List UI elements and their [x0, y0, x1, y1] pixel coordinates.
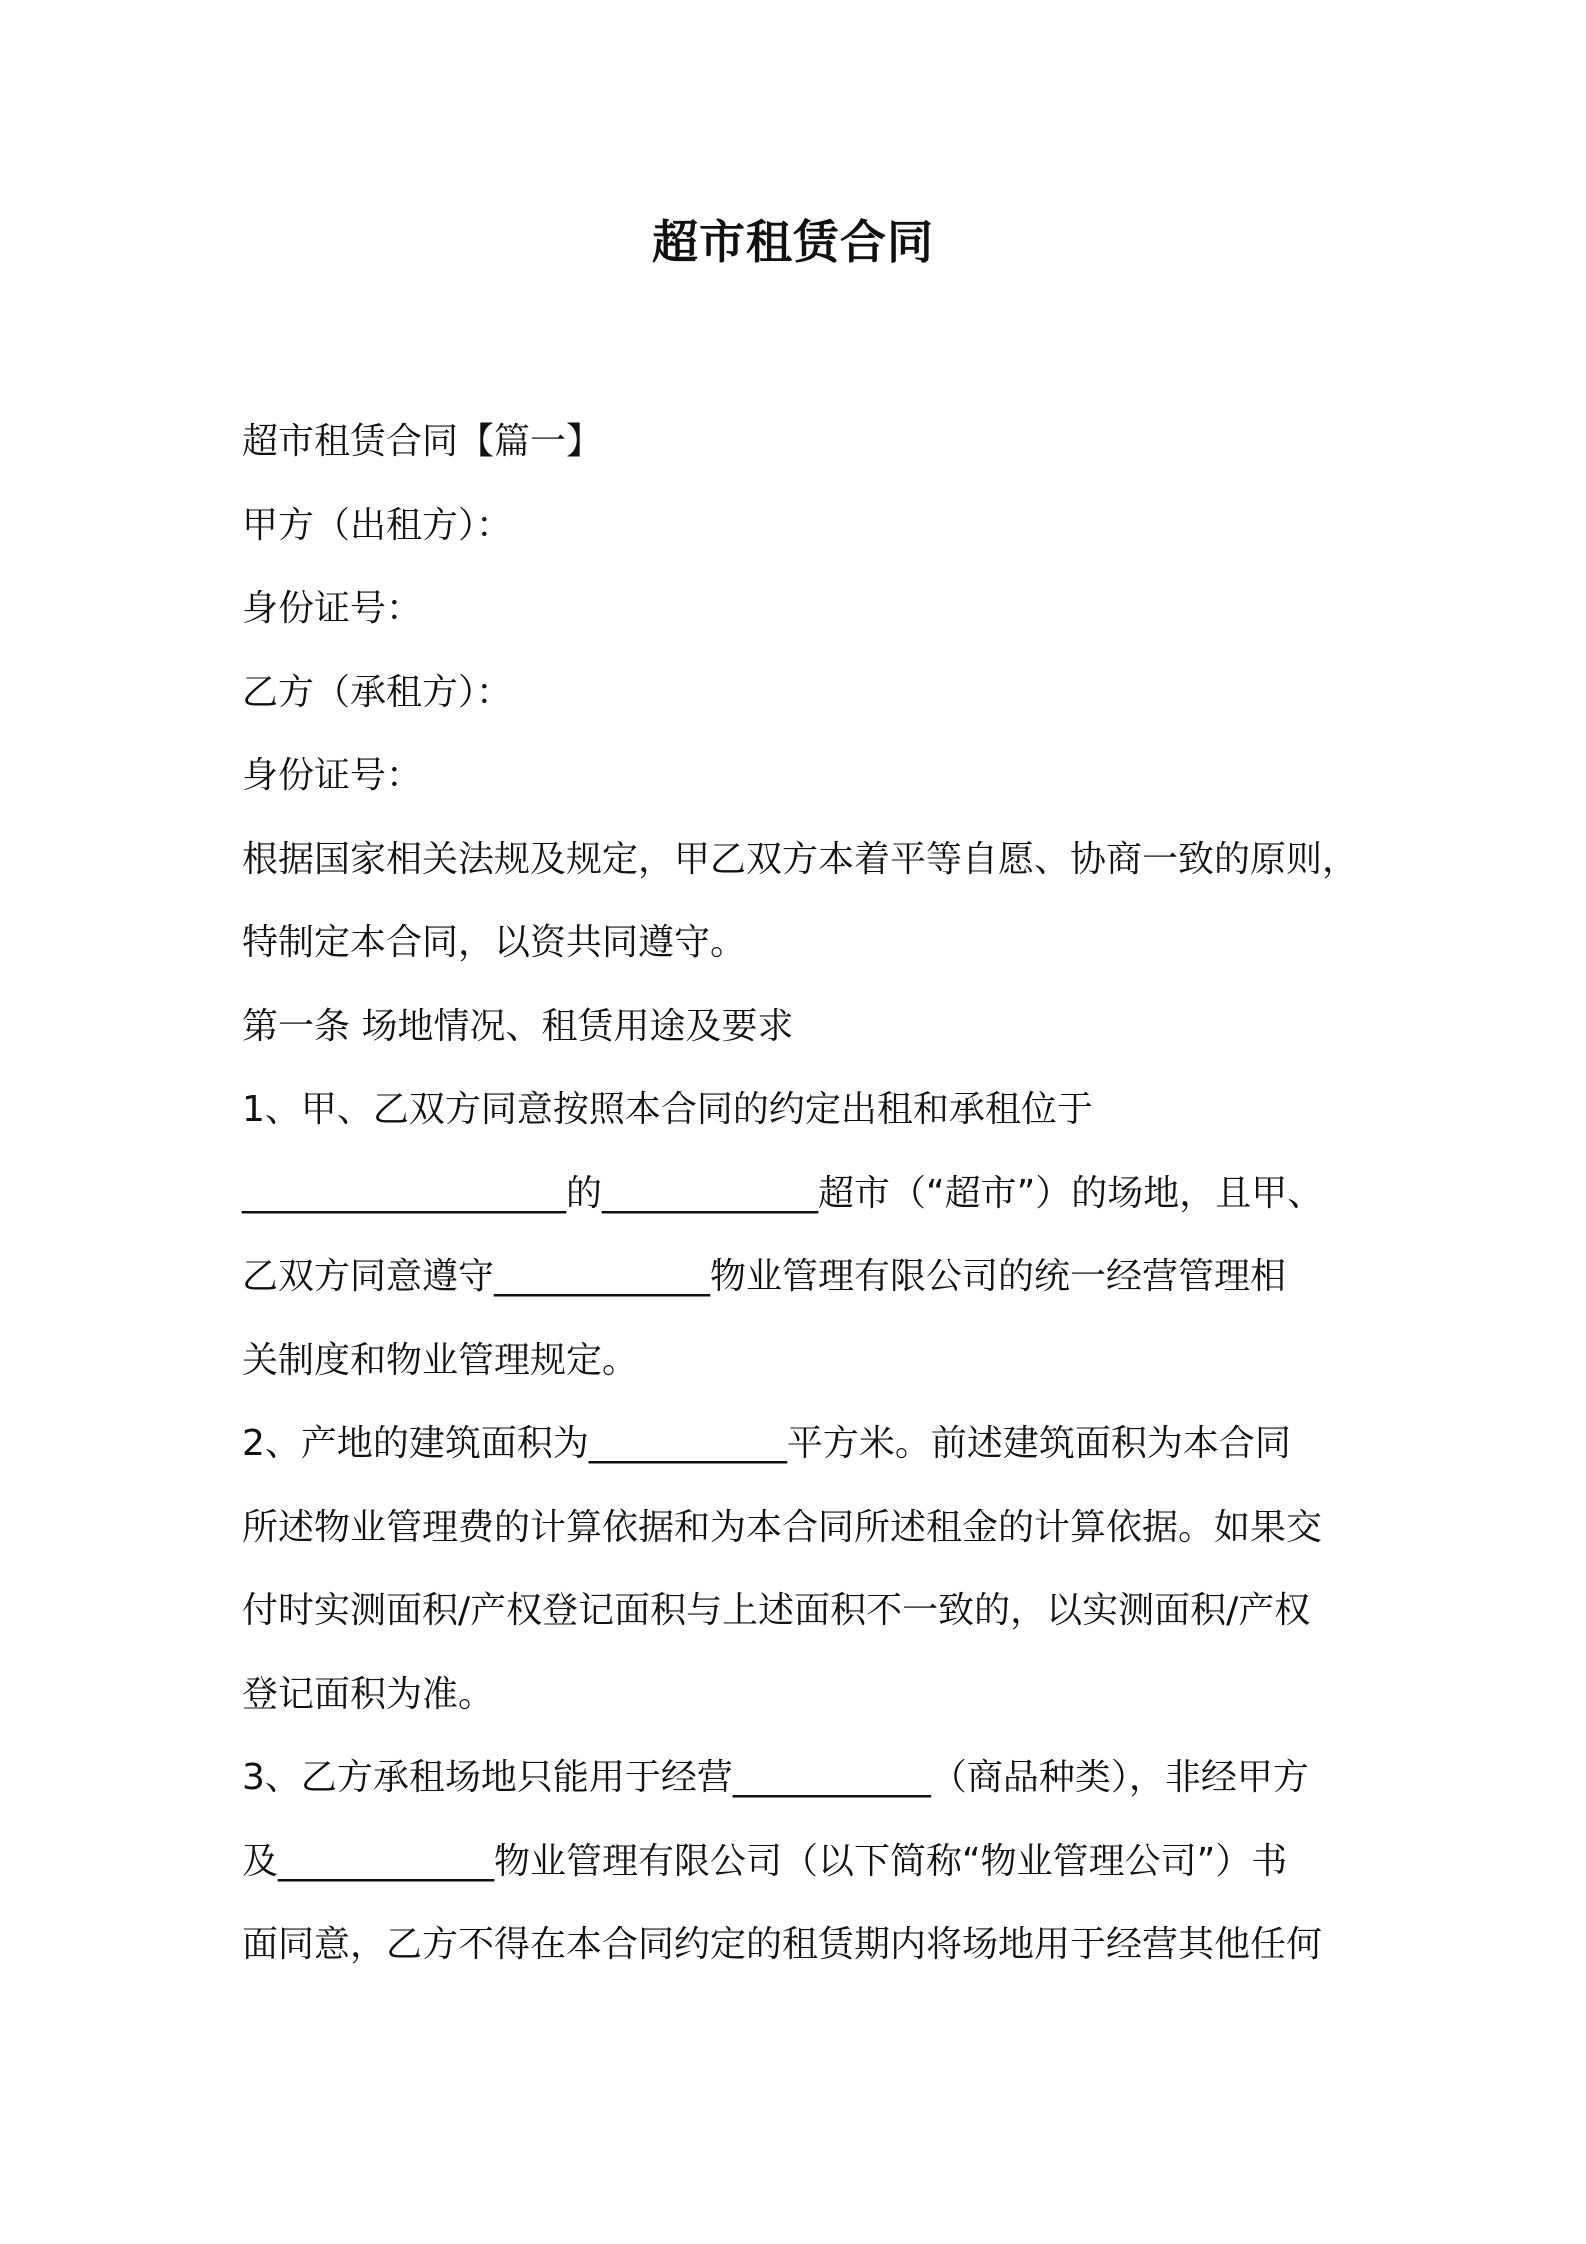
paragraph-line: 关制度和物业管理规定。 [242, 1339, 639, 1381]
paragraph-line: __________________的____________超市（“超市”）的场地，且甲、 [242, 1172, 1324, 1214]
paragraph-line: 根据国家相关法规及规定，甲乙双方本着平等自愿、协商一致的原则， [242, 838, 1359, 880]
document-title: 超市租赁合同 [652, 215, 934, 269]
paragraph-line: 登记面积为准。 [242, 1673, 495, 1715]
paragraph-line: 特制定本合同，以资共同遵守。 [242, 922, 747, 963]
document-body [242, 400, 1362, 1987]
party-b-id-line: 身份证号： [242, 755, 423, 796]
paragraph-line: 及____________物业管理有限公司（以下简称“物业管理公司”）书 [242, 1840, 1288, 1882]
article-heading: 第一条 场地情况、租赁用途及要求 [242, 1005, 794, 1047]
section-heading: 超市租赁合同【篇一】 [242, 421, 603, 462]
party-a-line: 甲方（出租方）： [242, 504, 513, 546]
paragraph-line: 所述物业管理费的计算依据和为本合同所述租金的计算依据。如果交 [242, 1506, 1323, 1548]
paragraph-line: 3、乙方承租场地只能用于经营___________（商品种类），非经甲方 [242, 1757, 1309, 1798]
paragraph-line: 2、产地的建筑面积为___________平方米。前述建筑面积为本合同 [242, 1423, 1291, 1464]
paragraph-line: 乙双方同意遵守____________物业管理有限公司的统一经营管理相 [242, 1256, 1287, 1297]
party-b-line: 乙方（承租方）： [242, 671, 513, 713]
paragraph-line: 1、甲、乙双方同意按照本合同的约定出租和承租位于 [242, 1089, 1093, 1130]
paragraph-line: 付时实测面积/产权登记面积与上述面积不一致的，以实测面积/产权 [242, 1590, 1311, 1631]
paragraph-line: 面同意，乙方不得在本合同约定的租赁期内将场地用于经营其他任何 [242, 1924, 1323, 1965]
party-a-id-line: 身份证号： [242, 588, 423, 629]
